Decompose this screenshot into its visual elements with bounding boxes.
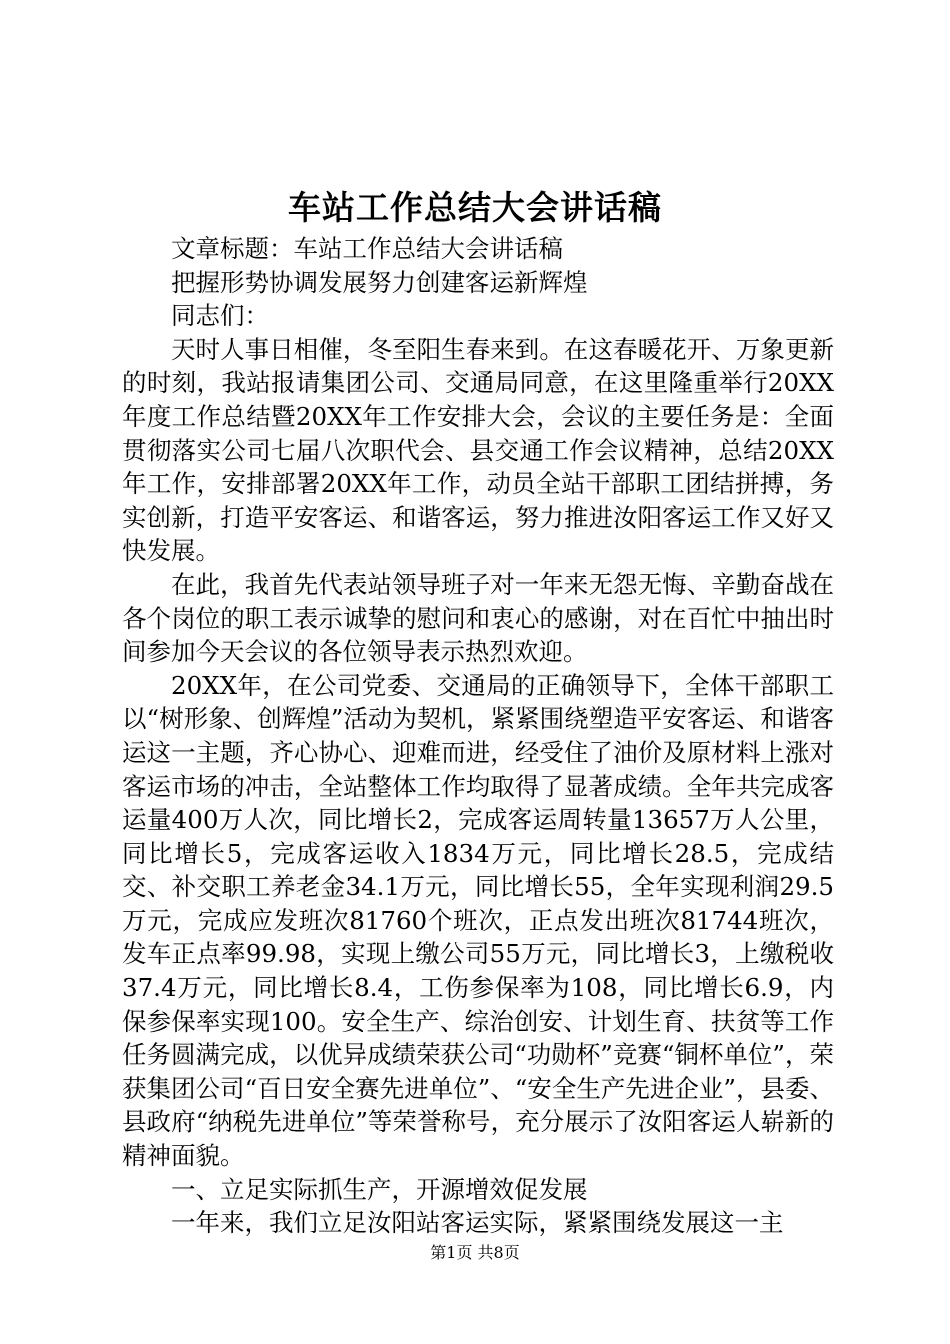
document-title: 车站工作总结大会讲话稿 [288, 188, 662, 227]
body-paragraph: 20XX年，在公司党委、交通局的正确领导下，全体干部职工以“树形象、创辉煌”活动为契机，紧紧围绕塑造平安客运、和谐客运这一主题，齐心协心、迎难而进，经受住了油价及原材料上涨对客运市场的冲击，全站整体工作均取得了显著成绩。全年共完成客运量400万人次，同比增长2，完成客运周转量13657万人公里，同比增长5，完成客运收入1834万元，同比增长28.5，完成结交、补交职工养老金34.1万元，同比增长55，全年实现利润29.5万元，完成应发班次81760个班次，正点发出班次81744班次，发车正点率99.98，实现上缴公司55万元，同比增长3，上缴税收37.4万元，同比增长8.4，工伤参保率为108，同比增长6.9，内保参保率实现100。安全生产、综治创安、计划生育、扶贫等工作任务圆满完成，以优异成绩荣获公司“功勋杯”竞赛“铜杯单位”，荣获集团公司“百日安全赛先进单位”、“安全生产先进企业”，县委、县政府“纳税先进单位”等荣誉称号，充分展示了汝阳客运人崭新的精神面貌。 [122, 670, 834, 1171]
article-title-line: 文章标题：车站工作总结大会讲话稿 [171, 234, 563, 263]
document-body [122, 232, 834, 1240]
subtitle-line: 把握形势协调发展努力创建客运新辉煌 [171, 267, 588, 297]
body-paragraph: 在此，我首先代表站领导班子对一年来无怨无悔、辛勤奋战在各个岗位的职工表示诚挚的慰问和衷心的感谢，对在百忙中抽出时间参加今天会议的各位领导表示热烈欢迎。 [122, 569, 834, 667]
page-number: 第1页 共8页 [430, 1243, 520, 1262]
body-paragraph: 天时人事日相催，冬至阳生春来到。在这春暖花开、万象更新的时刻，我站报请集团公司、交通局同意，在这里隆重举行20XX年度工作总结暨20XX年工作安排大会，会议的主要任务是：全面贯彻落实公司七届八次职代会、县交通工作会议精神，总结20XX年工作，安排部署20XX年工作，动员全站干部职工团结拼搏，务实创新，打造平安客运、和谐客运，努力推进汝阳客运工作又好又快发展。 [122, 334, 834, 566]
section-heading: 一、立足实际抓生产，开源增效促发展 [171, 1174, 588, 1204]
body-paragraph: 一年来，我们立足汝阳站客运实际，紧紧围绕发展这一主 [171, 1208, 784, 1238]
salutation: 同志们： [171, 301, 269, 331]
